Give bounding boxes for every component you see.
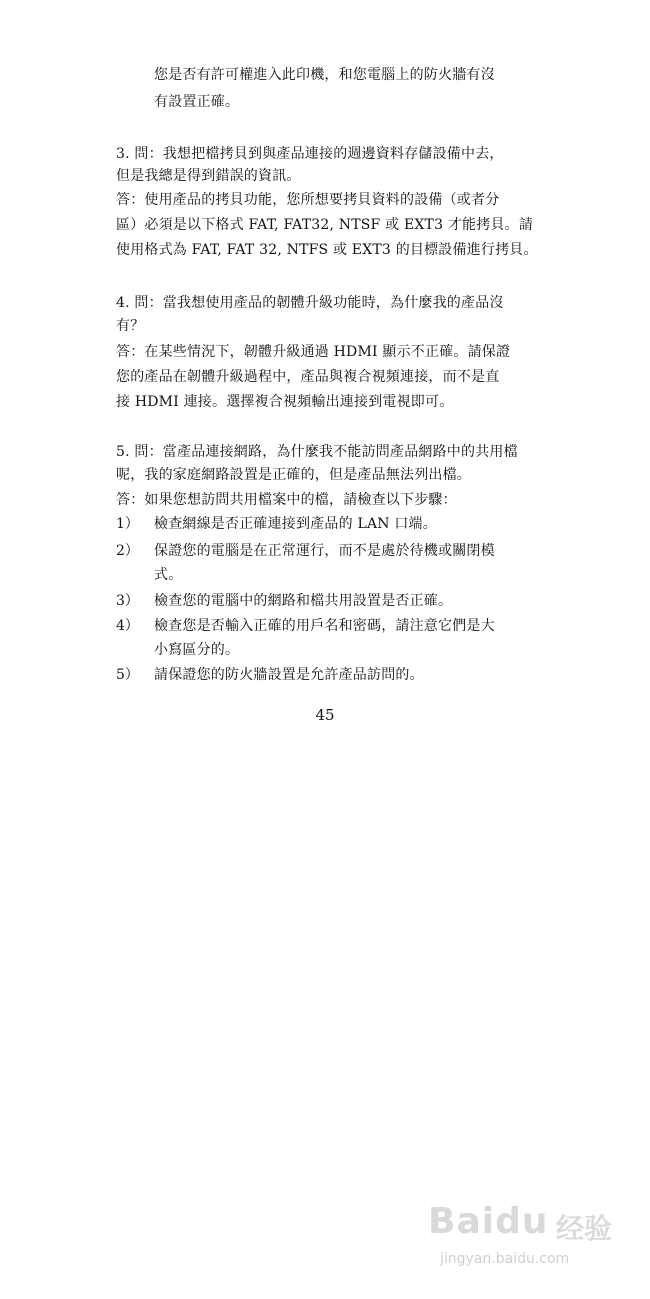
list-item-text-cont: 式。 [154, 567, 183, 583]
q4-question-line-1: 4. 問：當我想使用產品的韌體升級功能時，為什麼我的產品沒 [116, 295, 504, 311]
list-item-number: 5） [116, 667, 139, 683]
q4-answer-line-2: 您的產品在韌體升級過程中，產品與複合視頻連接，而不是直 [116, 369, 500, 385]
q4-answer-line-3: 接 HDMI 連接。選擇複合視頻輸出連接到電視即可。 [116, 394, 454, 410]
list-item-text: 請保證您的防火牆設置是允許產品訪問的。 [154, 667, 424, 683]
list-item-number: 2） [116, 543, 139, 559]
q3-question-line-2: 但是我總是得到錯誤的資訊。 [116, 168, 301, 184]
list-item-number: 3） [116, 593, 139, 609]
q5-answer-line-1: 答：如果您想訪問共用檔案中的檔，請檢查以下步驟： [116, 492, 457, 508]
list-item-text: 保證您的電腦是在正常運行，而不是處於待機或關閉模 [154, 543, 495, 559]
q3-answer-line-1: 答：使用產品的拷貝功能，您所想要拷貝資料的設備（或者分 [116, 192, 500, 208]
list-item-text: 檢查您是否輸入正確的用戶名和密碼，請注意它們是大 [154, 618, 495, 634]
watermark-cn: 经验 [556, 1212, 613, 1245]
list-item-number: 1） [116, 516, 139, 532]
q3-question-line-1: 3. 問：我想把檔拷貝到與產品連接的週邊資料存儲設備中去， [116, 146, 504, 162]
q3-answer-line-3: 使用格式為 FAT, FAT 32, NTFS 或 EXT3 的目標設備進行拷貝。 [116, 242, 538, 258]
q5-question-line-1: 5. 問：當產品連接網路，為什麼我不能訪問產品網路中的共用檔 [116, 444, 518, 460]
q4-answer-line-1: 答：在某些情況下，韌體升級通過 HDMI 顯示不正確。請保證 [116, 344, 511, 360]
q3-answer-line-2: 區）必須是以下格式 FAT, FAT32, NTSF 或 EXT3 才能拷貝。請 [116, 217, 534, 233]
list-item-text: 檢查您的電腦中的網路和檔共用設置是否正確。 [154, 593, 453, 609]
intro-line-2: 有設置正確。 [154, 94, 240, 110]
q5-question-line-2: 呢，我的家庭網路設置是正確的，但是產品無法列出檔。 [116, 467, 471, 483]
list-item-text-cont: 小寫區分的。 [154, 642, 240, 658]
intro-line-1: 您是否有許可權進入此印機，和您電腦上的防火牆有沒 [154, 67, 495, 83]
list-item-text: 檢查網線是否正確連接到產品的 LAN 口端。 [154, 516, 437, 532]
watermark-site: jingyan.baidu.com [440, 1251, 570, 1267]
baidu-jingyan-watermark [428, 1201, 628, 1281]
page-number: 45 [315, 706, 335, 724]
q4-question-line-2: 有？ [116, 318, 145, 334]
list-item-number: 4） [116, 618, 139, 634]
watermark-brand: Baidu [428, 1201, 549, 1242]
